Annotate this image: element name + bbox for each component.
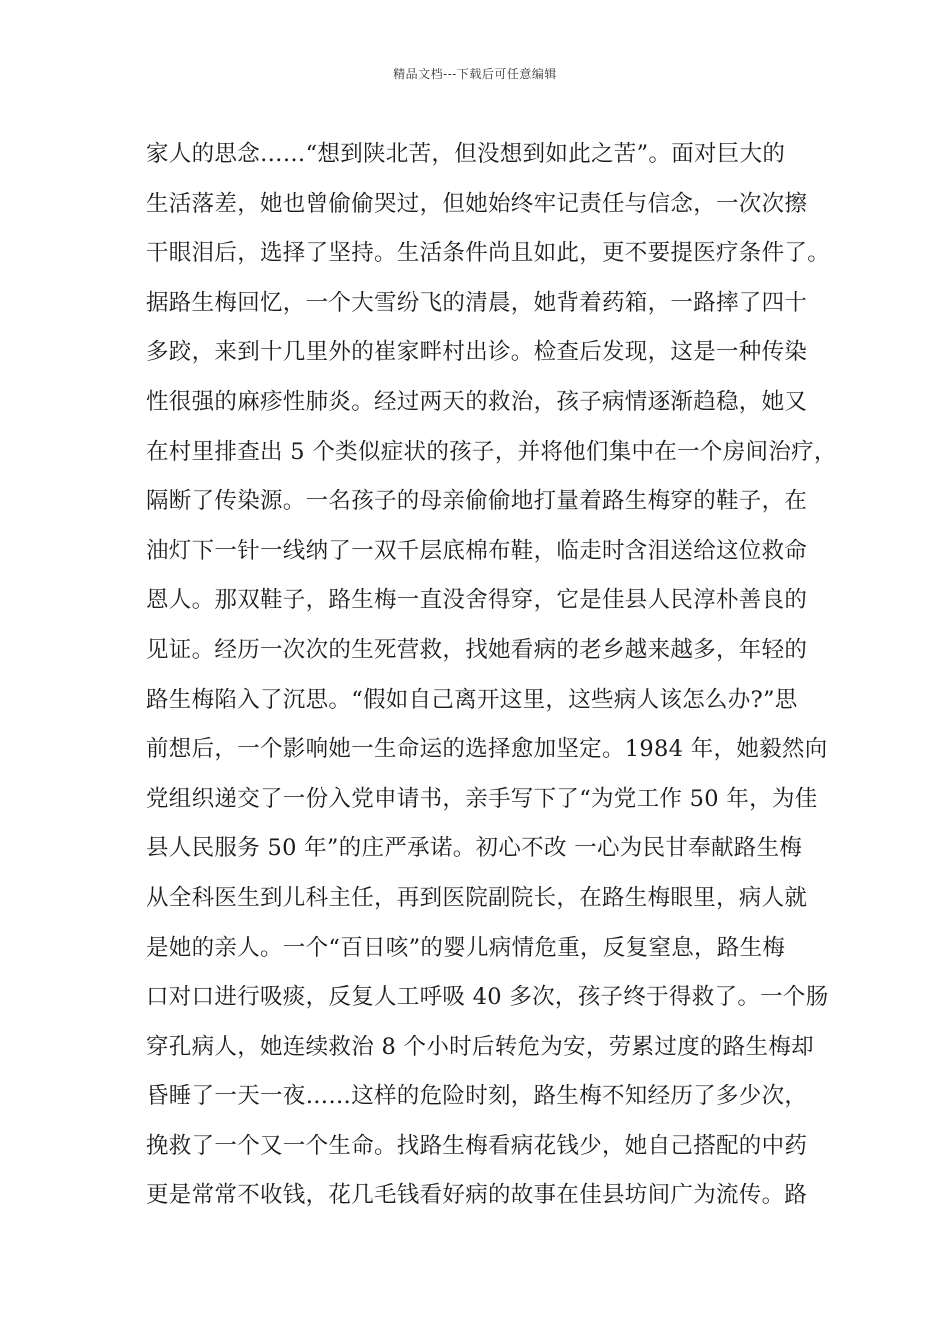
text-line: 挽救了一个又一个生命。找路生梅看病花钱少，她自己搭配的中药 <box>146 1132 808 1159</box>
text-line: 据路生梅回忆，一个大雪纷飞的清晨，她背着药箱，一路摔了四十 <box>146 289 808 316</box>
text-line: 县人民服务 50 年”的庄严承诺。初心不改 一心为民甘奉献路生梅 <box>146 835 803 862</box>
text-line: 从全科医生到儿科主任，再到医院副院长，在路生梅眼里，病人就 <box>146 884 808 911</box>
body-text <box>146 130 836 1221</box>
page-header: 精品文档---下载后可任意编辑 <box>393 67 557 81</box>
text-line: 家人的思念……“想到陕北苦，但没想到如此之苦”。面对巨大的 <box>146 141 786 167</box>
text-line: 生活落差，她也曾偷偷哭过，但她始终牢记责任与信念，一次次擦 <box>146 190 808 217</box>
text-line: 恩人。那双鞋子，路生梅一直没舍得穿，它是佳县人民淳朴善良的 <box>146 587 808 614</box>
text-line: 油灯下一针一线纳了一双千层底棉布鞋，临走时含泪送给这位救命 <box>146 537 808 564</box>
text-line: 更是常常不收钱，花几毛钱看好病的故事在佳县坊间广为流传。路 <box>146 1182 808 1209</box>
text-line: 干眼泪后，选择了坚持。生活条件尚且如此，更不要提医疗条件了。 <box>146 240 831 267</box>
text-line: 路生梅陷入了沉思。“假如自己离开这里，这些病人该怎么办?”思 <box>146 686 798 713</box>
text-line: 多跤，来到十几里外的崔家畔村出诊。检查后发现，这是一种传染 <box>146 339 808 366</box>
text-line: 前想后，一个影响她一生命运的选择愈加坚定。1984 年，她毅然向 <box>146 736 828 763</box>
text-line: 昏睡了一天一夜……这样的危险时刻，路生梅不知经历了多少次， <box>146 1083 808 1110</box>
text-line: 穿孔病人，她连续救治 8 个小时后转危为安，劳累过度的路生梅却 <box>146 1033 814 1060</box>
text-line: 在村里排查出 5 个类似症状的孩子，并将他们集中在一个房间治疗， <box>146 438 837 465</box>
text-line: 性很强的麻疹性肺炎。经过两天的救治，孩子病情逐渐趋稳，她又 <box>146 388 808 415</box>
text-line: 党组织递交了一份入党申请书，亲手写下了“为党工作 50 年，为佳 <box>146 785 818 812</box>
text-line: 口对口进行吸痰，反复人工呼吸 40 多次，孩子终于得救了。一个肠 <box>146 984 829 1011</box>
text-line: 隔断了传染源。一名孩子的母亲偷偷地打量着路生梅穿的鞋子，在 <box>146 488 808 515</box>
text-line: 见证。经历一次次的生死营救，找她看病的老乡越来越多，年轻的 <box>146 636 808 663</box>
text-line: 是她的亲人。一个“百日咳”的婴儿病情危重，反复窒息，路生梅 <box>146 934 786 961</box>
